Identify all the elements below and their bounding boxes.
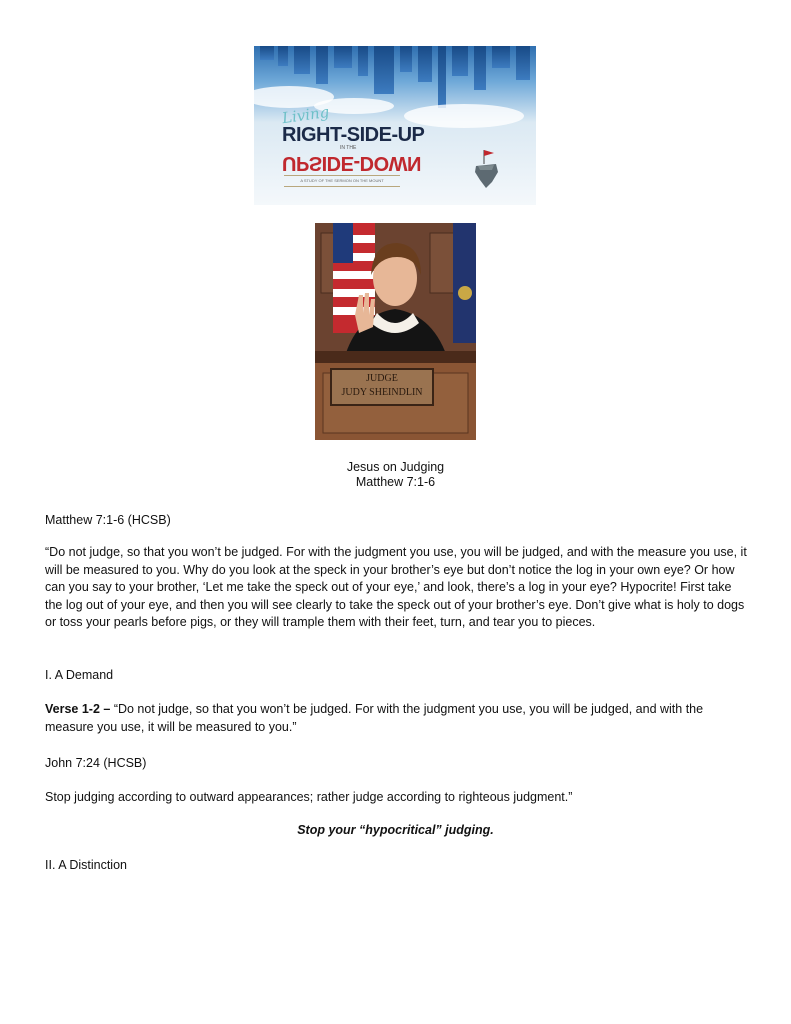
judge-photo-illustration [315,223,476,440]
passage-text: “Do not judge, so that you won’t be judged. For with the judgment you use, you will be judged, and with the measure you use, it will be measured to you. Why do you look at the speck in your brother’s eye but don’t notice the log in your own eye? Or how can you say to your brother, ‘Let me take the speck out of your eye,’ and look, there’s a log in your eye? Hypocrite! First take the log out of your eye, and then you will see clearly to take the speck out of your brother’s eye. Don’t give what is holy to dogs or toss your pearls before pigs, or they will trample them with their feet, turn, and tear you to pieces. [45,545,747,629]
nameplate-line1: JUDGE [366,373,398,384]
page-heading [0,460,791,490]
nameplate-line2: JUDY SHEINDLIN [341,387,423,398]
banner-subtitle: A STUDY OF THE SERMON ON THE MOUNT [284,175,400,187]
section-heading-distinction: II. A Distinction [45,858,127,872]
verse-paragraph [45,701,750,736]
banner-upside-down: UPSIDE-DOWN [282,152,421,174]
judge-judy-photo [315,223,476,440]
john-text: Stop judging according to outward appearances; rather judge according to righteous judgment.” [45,790,573,804]
section-heading-demand: I. A Demand [45,668,114,682]
heading-reference: Matthew 7:1-6 [355,475,436,489]
heading-title: Jesus on Judging [346,460,445,474]
john-reference: John 7:24 (HCSB) [45,756,147,770]
passage-reference: Matthew 7:1-6 (HCSB) [45,513,171,527]
emphasis-statement: Stop your “hypocritical” judging. [297,823,494,837]
sermon-series-banner [254,46,536,205]
floating-rock-icon [472,148,502,188]
banner-living-word: Living [280,102,331,128]
verse-text: “Do not judge, so that you won’t be judged. For with the judgment you use, you will be judged, and with the measure you use, it will be measured to you.” [45,702,704,734]
banner-in-the: IN THE [340,145,357,151]
verse-label: Verse 1-2 – [45,702,111,716]
banner-right-side-up: RIGHT-SIDE-UP [282,124,425,146]
